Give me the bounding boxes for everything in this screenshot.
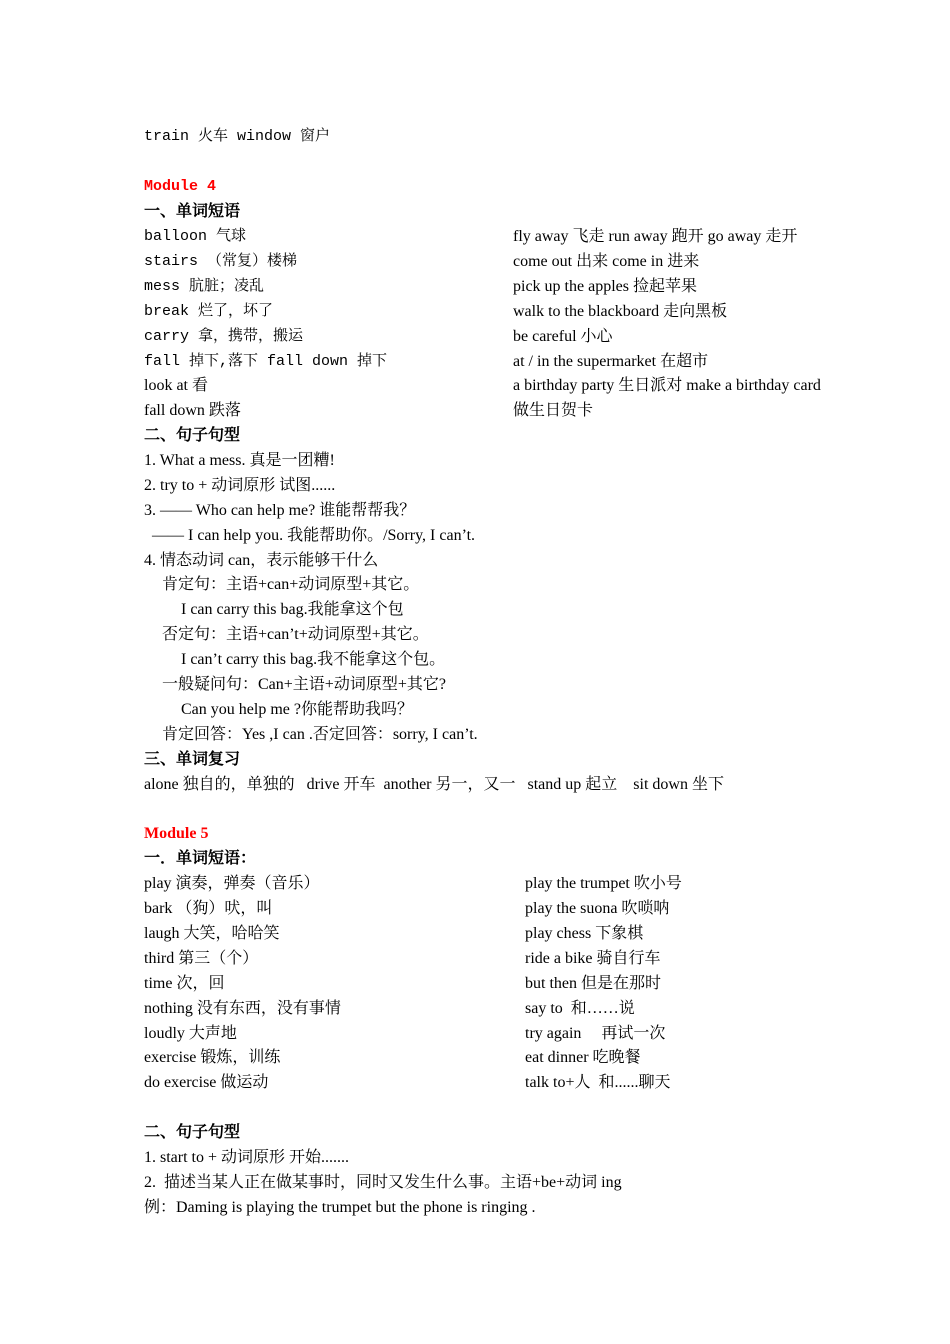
- m5-word-right: play chess 下象棋: [525, 925, 644, 942]
- m4-sentence: 一般疑问句：Can+主语+动词原型+其它?: [162, 676, 446, 693]
- m5-word-left: third 第三（个）: [144, 950, 259, 967]
- m4-sentence: Can you help me ?你能帮助我吗？: [181, 701, 413, 718]
- m4-word-left: mess 肮脏；凌乱: [144, 278, 265, 295]
- m5-word-right: ride a bike 骑自行车: [525, 950, 661, 967]
- m5-word-right: but then 但是在那时: [525, 975, 661, 992]
- m4-sentence: 2. try to + 动词原形 试图......: [144, 477, 336, 494]
- m5-word-left: time 次，回: [144, 975, 225, 992]
- m4-word-right: fly away 飞走 run away 跑开 go away 走开: [513, 228, 798, 245]
- module-5-title: Module 5: [144, 825, 209, 842]
- intro-line: train 火车 window 窗户: [144, 128, 331, 145]
- m5-word-right: play the trumpet 吹小号: [525, 875, 682, 892]
- module-4-section-2-title: 二、句子句型: [144, 427, 241, 444]
- m5-sentence: 例：Daming is playing the trumpet but the phone is ringing .: [144, 1199, 536, 1216]
- m5-word-left: loudly 大声地: [144, 1025, 237, 1042]
- m4-word-right: 做生日贺卡: [513, 402, 594, 419]
- m5-word-right: play the suona 吹唢呐: [525, 900, 670, 917]
- m4-sentence: 1. What a mess. 真是一团糟!: [144, 452, 335, 469]
- m4-sentence: I can carry this bag.我能拿这个包: [181, 601, 404, 618]
- m5-word-right: talk to+人 和......聊天: [525, 1074, 671, 1091]
- m5-sentence: 1. start to + 动词原形 开始.......: [144, 1149, 350, 1166]
- m5-word-left: do exercise 做运动: [144, 1074, 269, 1091]
- m5-word-left: exercise 锻炼，训练: [144, 1049, 281, 1066]
- m4-word-left: balloon 气球: [144, 228, 247, 245]
- m5-word-left: play 演奏，弹奏（音乐）: [144, 875, 320, 892]
- m5-word-left: bark （狗）吠，叫: [144, 900, 273, 917]
- m4-word-right: come out 出来 come in 进来: [513, 253, 700, 270]
- m4-review-line: alone 独自的，单独的 drive 开车 another 另一，又一 stand up 起立 sit down 坐下: [144, 776, 724, 793]
- m4-sentence: I can’t carry this bag.我不能拿这个包。: [181, 651, 446, 668]
- m4-word-left: break 烂了，坏了: [144, 303, 274, 320]
- m5-word-left: laugh 大笑，哈哈笑: [144, 925, 280, 942]
- m5-word-right: try again 再试一次: [525, 1025, 666, 1042]
- m4-word-right: pick up the apples 捡起苹果: [513, 278, 697, 295]
- m4-sentence: 4. 情态动词 can，表示能够干什么: [144, 552, 379, 569]
- module-5-section-1-title: 一．单词短语：: [144, 850, 257, 867]
- m5-sentence: 2. 描述当某人正在做某事时，同时又发生什么事。主语+be+动词 ing: [144, 1174, 622, 1191]
- m5-word-right: eat dinner 吃晚餐: [525, 1049, 641, 1066]
- m4-sentence: 肯定句：主语+can+动词原型+其它。: [162, 576, 420, 593]
- m4-sentence: 否定句：主语+can’t+动词原型+其它。: [162, 626, 429, 643]
- module-5-section-2-title: 二、句子句型: [144, 1124, 241, 1141]
- m4-sentence: 3. —— Who can help me? 谁能帮帮我？: [144, 502, 416, 519]
- m4-word-left: fall down 跌落: [144, 402, 241, 419]
- module-4-section-1-title: 一、单词短语: [144, 203, 241, 220]
- m4-word-left: fall 掉下,落下 fall down 掉下: [144, 353, 388, 370]
- module-4-section-3-title: 三、单词复习: [144, 751, 241, 768]
- m4-word-left: carry 拿，携带，搬运: [144, 328, 304, 345]
- m5-word-right: say to 和……说: [525, 1000, 635, 1017]
- m4-word-left: look at 看: [144, 377, 208, 394]
- module-4-title: Module 4: [144, 178, 217, 195]
- m4-word-right: be careful 小心: [513, 328, 613, 345]
- m4-sentence: 肯定回答：Yes ,I can .否定回答：sorry, I can’t.: [162, 726, 478, 743]
- m4-word-right: a birthday party 生日派对 make a birthday card: [513, 377, 821, 394]
- m4-word-left: stairs （常复）楼梯: [144, 253, 298, 270]
- m5-word-left: nothing 没有东西，没有事情: [144, 1000, 341, 1017]
- m4-sentence: —— I can help you. 我能帮助你。/Sorry, I can’t.: [144, 527, 476, 544]
- m4-word-right: walk to the blackboard 走向黑板: [513, 303, 728, 320]
- m4-word-right: at / in the supermarket 在超市: [513, 353, 709, 370]
